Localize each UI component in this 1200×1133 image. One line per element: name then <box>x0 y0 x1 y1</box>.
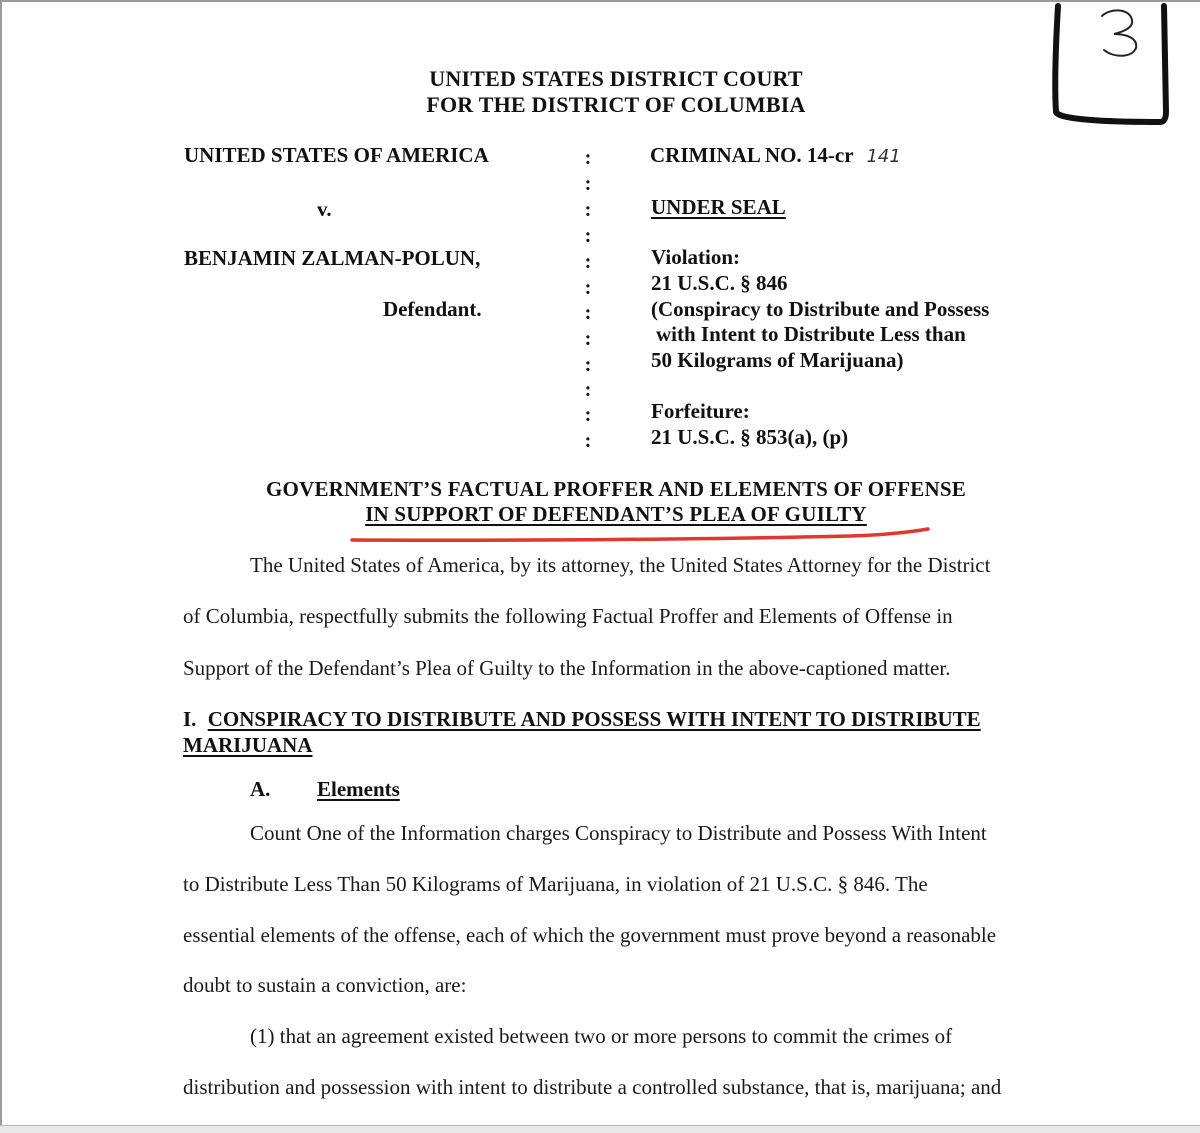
caption-colon: : <box>584 430 592 452</box>
caption-colon: : <box>584 147 592 169</box>
document-title-line1: GOVERNMENT’S FACTUAL PROFFER AND ELEMENTS OF OFFENSE <box>266 477 966 501</box>
intro-paragraph-line2: of Columbia, respectfully submits the following Factual Proffer and Elements of Offense in <box>183 604 953 628</box>
section-heading-line1 <box>183 707 981 732</box>
defendant-label: Defendant. <box>383 297 482 321</box>
element-one-line1: (1) that an agreement existed between two or more persons to commit the crimes of <box>250 1024 953 1048</box>
caption-colon: : <box>584 379 592 401</box>
elements-paragraph-line1: Count One of the Information charges Conspiracy to Distribute and Possess With Intent <box>250 821 987 845</box>
subsection-heading: Elements <box>317 777 400 801</box>
section-heading-line2: MARIJUANA <box>183 733 313 757</box>
elements-paragraph-line4: doubt to sustain a conviction, are: <box>183 973 467 997</box>
plaintiff-name: UNITED STATES OF AMERICA <box>184 143 489 167</box>
court-name-line2: FOR THE DISTRICT OF COLUMBIA <box>426 92 806 117</box>
versus-label: v. <box>317 197 332 221</box>
elements-paragraph-line3: essential elements of the offense, each of which the government must prove beyond a reasonable <box>183 923 997 947</box>
caption-colon: : <box>584 328 592 350</box>
defendant-name: BENJAMIN ZALMAN-POLUN, <box>184 246 481 270</box>
section-heading-text: CONSPIRACY TO DISTRIBUTE AND POSSESS WITH INTENT TO DISTRIBUTE <box>207 707 981 731</box>
court-name-line1: UNITED STATES DISTRICT COURT <box>429 66 803 91</box>
section-number: I. <box>183 707 197 731</box>
case-number-handwritten: 141 <box>866 146 901 167</box>
elements-paragraph-line2: to Distribute Less Than 50 Kilograms of Marijuana, in violation of 21 U.S.C. § 846. The <box>183 872 928 896</box>
caption-colon: : <box>584 199 592 221</box>
caption-colon: : <box>584 277 592 299</box>
document-title-line2-text: IN SUPPORT OF DEFENDANT’S PLEA OF GUILTY <box>365 502 867 526</box>
intro-paragraph-line1: The United States of America, by its attorney, the United States Attorney for the District <box>250 553 991 577</box>
caption-colon: : <box>584 173 592 195</box>
violation-statute: 21 U.S.C. § 846 <box>651 271 788 295</box>
violation-description-line1: (Conspiracy to Distribute and Possess <box>651 297 990 321</box>
caption-colon: : <box>584 251 592 273</box>
subsection-letter: A. <box>250 777 271 801</box>
caption-colon: : <box>584 404 592 426</box>
element-one-line2: distribution and possession with intent to distribute a controlled substance, that is, marijuana; and <box>183 1075 1002 1099</box>
intro-paragraph-line3: Support of the Defendant’s Plea of Guilty to the Information in the above-captioned matter. <box>183 656 951 680</box>
under-seal-label: UNDER SEAL <box>651 195 786 219</box>
case-number-label: CRIMINAL NO. 14-cr <box>650 143 854 167</box>
violation-description-line3: 50 Kilograms of Marijuana) <box>651 348 904 372</box>
violation-label: Violation: <box>651 245 741 269</box>
forfeiture-label: Forfeiture: <box>651 399 750 423</box>
violation-description-line2: with Intent to Distribute Less than <box>656 322 966 346</box>
caption-colon: : <box>584 302 592 324</box>
caption-colon: : <box>584 354 592 376</box>
forfeiture-statute: 21 U.S.C. § 853(a), (p) <box>651 425 849 449</box>
caption-colon: : <box>584 225 592 247</box>
